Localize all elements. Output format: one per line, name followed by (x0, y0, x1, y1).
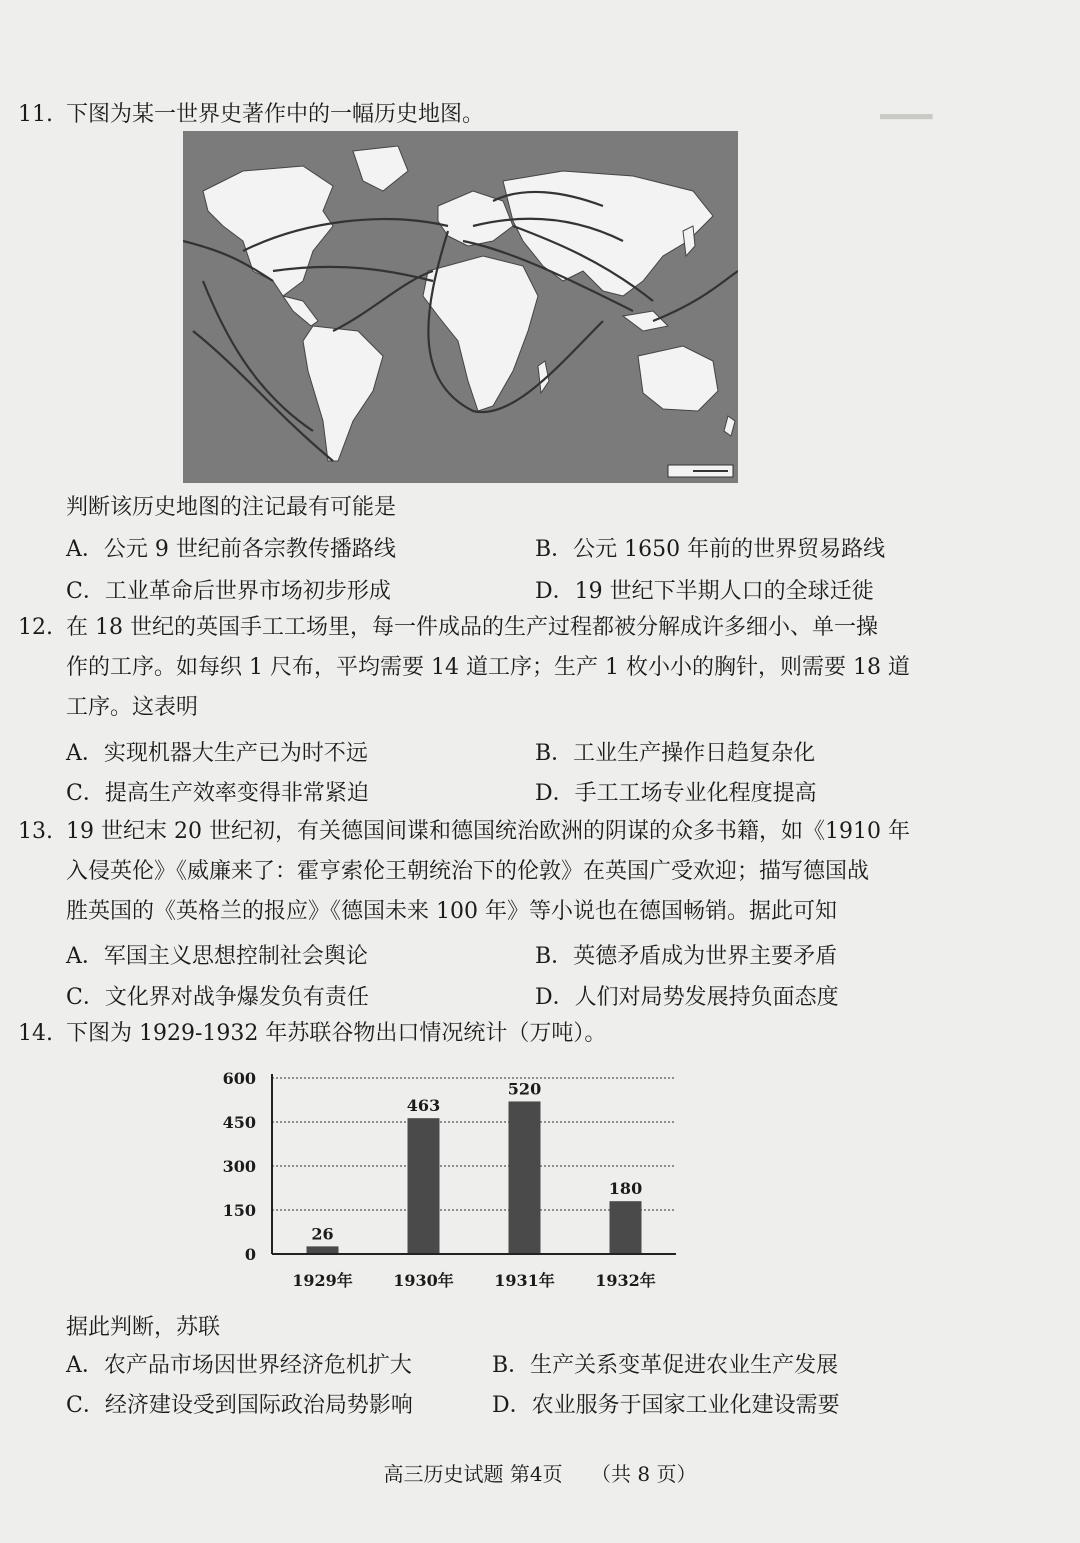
option-12-a[interactable]: A．实现机器大生产已为时不远 (66, 741, 368, 766)
y-tick-label: 0 (244, 1245, 256, 1264)
x-tick-label: 1930年 (393, 1271, 454, 1290)
option-14-a[interactable]: A．农产品市场因世界经济危机扩大 (66, 1353, 412, 1378)
option-11-a[interactable]: A．公元 9 世纪前各宗教传播路线 (66, 537, 396, 562)
question-14-stem: 据此判断，苏联 (66, 1315, 221, 1340)
question-line: 胜英国的《英格兰的报应》《德国未来 100 年》等小说也在德国畅销。据此可知 (66, 899, 837, 924)
x-tick-label: 1929年 (292, 1271, 353, 1290)
question-number: 12. (18, 615, 53, 640)
y-tick-label: 150 (222, 1201, 256, 1220)
option-11-d[interactable]: D．19 世纪下半期人口的全球迁徙 (535, 579, 874, 604)
option-12-d[interactable]: D．手工工场专业化程度提高 (535, 781, 817, 806)
question-text (66, 608, 936, 728)
x-tick-label: 1931年 (494, 1271, 555, 1290)
bar (610, 1201, 642, 1254)
y-tick-label: 450 (222, 1113, 256, 1132)
data-label: 26 (311, 1224, 334, 1244)
question-number: 11. (18, 102, 53, 127)
option-14-b[interactable]: B．生产关系变革促进农业生产发展 (492, 1353, 839, 1378)
footer-page-count: （共 8 页） (591, 1462, 697, 1486)
question-line: 入侵英伦》《威廉来了：霍亨索伦王朝统治下的伦敦》在英国广受欢迎；描写德国战 (66, 859, 870, 884)
world-map-illustration (183, 131, 738, 483)
chart-bars (307, 1079, 643, 1254)
option-11-c[interactable]: C．工业革命后世界市场初步形成 (66, 579, 391, 604)
y-tick-label: 300 (222, 1157, 256, 1176)
data-label: 463 (406, 1096, 441, 1116)
option-13-b[interactable]: B．英德矛盾成为世界主要矛盾 (535, 944, 838, 969)
option-13-d[interactable]: D．人们对局势发展持负面态度 (535, 985, 839, 1010)
y-axis-ticks (223, 1069, 256, 1264)
world-trade-route-map (183, 131, 738, 483)
question-line: 作的工序。如每织 1 尺布，平均需要 14 道工序；生产 1 枚小小的胸针，则需要 18 道 (66, 655, 910, 680)
question-line: 在 18 世纪的英国手工工场里，每一件成品的生产过程都被分解成许多细小、单一操 (66, 615, 878, 640)
question-11-stem: 判断该历史地图的注记最有可能是 (66, 495, 397, 520)
bar (408, 1118, 440, 1254)
page-footer (0, 1458, 1080, 1487)
question-text: 下图为某一世界史著作中的一幅历史地图。 (66, 102, 485, 127)
question-number: 14. (18, 1021, 53, 1046)
grain-export-bar-chart (210, 1060, 690, 1300)
bleed-through-mark: ▂▂▂▂ (880, 100, 933, 120)
option-14-d[interactable]: D．农业服务于国家工业化建设需要 (492, 1393, 840, 1418)
question-line: 工序。这表明 (66, 695, 199, 720)
x-tick-label: 1932年 (595, 1271, 656, 1290)
y-tick-label: 600 (222, 1069, 256, 1088)
x-axis-ticks (292, 1271, 656, 1290)
question-line: 19 世纪末 20 世纪初，有关德国间谍和德国统治欧洲的阴谋的众多书籍，如《1910 年 (66, 819, 910, 844)
bar (509, 1101, 541, 1254)
footer-title: 高三历史试题 第4页 (383, 1462, 563, 1486)
question-text: 下图为 1929-1932 年苏联谷物出口情况统计（万吨）。 (66, 1021, 607, 1046)
option-14-c[interactable]: C．经济建设受到国际政治局势影响 (66, 1393, 413, 1418)
option-13-c[interactable]: C．文化界对战争爆发负有责任 (66, 985, 369, 1010)
question-number: 13. (18, 819, 53, 844)
data-label: 520 (507, 1079, 542, 1099)
option-12-b[interactable]: B．工业生产操作日趋复杂化 (535, 741, 816, 766)
data-label: 180 (608, 1179, 643, 1199)
question-text (66, 812, 936, 932)
option-11-b[interactable]: B．公元 1650 年前的世界贸易路线 (535, 537, 886, 562)
option-12-c[interactable]: C．提高生产效率变得非常紧迫 (66, 781, 369, 806)
option-13-a[interactable]: A．军国主义思想控制社会舆论 (66, 944, 368, 969)
bar (307, 1246, 339, 1254)
